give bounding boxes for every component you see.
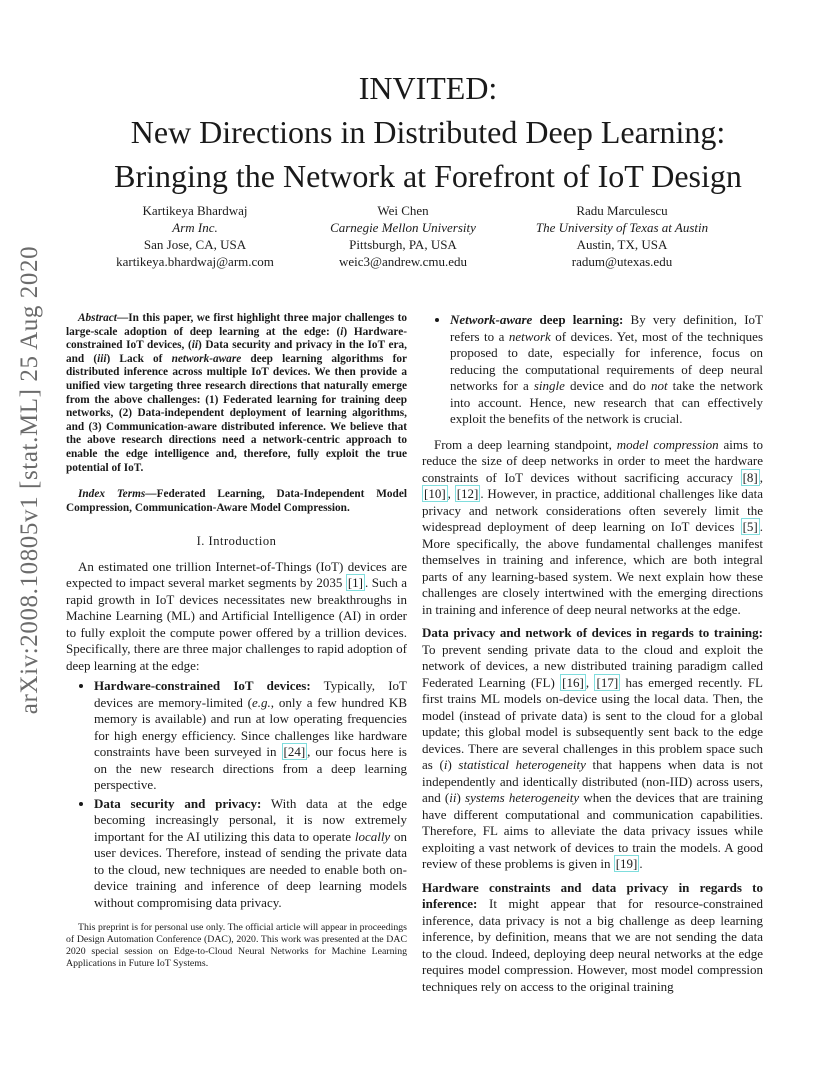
- author-2: [283, 202, 523, 270]
- citation-link[interactable]: [16]: [562, 674, 584, 690]
- right-column: [422, 312, 763, 995]
- list-item: • Hardware-constrained IoT devices: Typically, IoT devices are memory-limited (e.g., only a few hundred KB memory is available) and run at low operating frequencies for high energy efficiency. Since challenges like hardware constraints have been surveyed in [24] , our focus here is on the new research directions from a deep learning perspective.: [94, 678, 407, 794]
- author-affiliation: Arm Inc.: [172, 220, 218, 235]
- section-heading-introduction: I. Introduction: [196, 534, 277, 549]
- author-3: [502, 202, 742, 270]
- author-location: San Jose, CA, USA: [143, 237, 247, 252]
- paper-title: [60, 66, 796, 198]
- footnote: This preprint is for personal use only. The official article will appear in proceedings of Design Automation Conference (DAC), 2020. This work was presented at the DAC 2020 special session on Edge-to-Cloud Neural Networks for Machine Learning Applications in Future IoT Systems.: [66, 922, 407, 969]
- citation-link[interactable]: [1]: [347, 575, 363, 591]
- citation-link[interactable]: [24]: [283, 744, 306, 760]
- citation-link[interactable]: [19]: [615, 856, 638, 871]
- list-item: • Data security and privacy: With data at the edge becoming increasingly personal, it is now extremely important for the AI utilizing this data to operate locally on user devices. Therefore, instead of sending the private data to the cloud, new techniques are needed to enable both on-device training and inference of deep learning models without compromising data privacy.: [94, 796, 407, 912]
- citation-link[interactable]: [10]: [424, 486, 446, 501]
- author-location: Pittsburgh, PA, USA: [349, 237, 457, 252]
- author-name: Wei Chen: [377, 203, 429, 218]
- title-line-3: Bringing the Network at Forefront of IoT Design: [114, 158, 742, 194]
- paragraph: Data privacy and network of devices in regards to training: To prevent sending private data to the cloud and exploit the network of devices, a new distributed training paradigm called Federated Learning (FL) [16] , [17] has emerged recently. FL first trains ML models on-device using the local data. Then, the model (instead of private data) is sent to the cloud for a global update; this global model is subsequently sent back to the edge devices. There are several challenges in this problem space such as (i) statistical heterogeneity that happens when data is not independently and identically distributed (non-IID) across users, and (ii) systems heterogeneity when the devices that are training have different computational and communication capabilities. Therefore, FL aims to alleviate the data privacy issues while exploiting a vast network of devices to train the models. A good review of these problems is given in [19] .: [422, 625, 763, 871]
- arxiv-stamp: [4, 245, 56, 715]
- abstract: Abstract—In this paper, we first highlight three major challenges to large-scale adoption of deep learning at the edge: (i) Hardware-constrained IoT devices, (ii) Data security and privacy in the IoT era, and (iii) Lack of network-aware deep learning algorithms for distributed inference across multiple IoT devices. We then provide a unified view targeting three research directions that naturally emerge from the above challenges: (1) Federated learning for training deep networks, (2) Data-independent deployment of learning algorithms, and (3) Communication-aware distributed inference. We believe that the above research directions need a network-centric approach to enable the edge intelligence and, therefore, fully exploit the true potential of IoT.: [66, 312, 407, 474]
- author-affiliation: Carnegie Mellon University: [330, 220, 476, 235]
- title-line-1: INVITED:: [358, 70, 498, 106]
- arxiv-id: arXiv:2008.10805v1 [stat.ML] 25 Aug 2020: [16, 245, 43, 715]
- citation-link[interactable]: [5]: [742, 519, 758, 534]
- paragraph: From a deep learning standpoint, model compression aims to reduce the size of deep networks in order to meet the hardware constraints of IoT devices without sacrificing accuracy [8] , [10] , [12] . However, in practice, additional challenges like data privacy and network considerations often severely limit the widespread deployment of deep learning on IoT devices [5] . More specifically, the above fundamental challenges manifest themselves in training and inference, which are both integral parts of any learning-based system. We next explain how these challenges are closely intertwined with the emerging directions in training and inference of deep neural networks at the edge.: [422, 436, 764, 617]
- index-terms: Index Terms—Federated Learning, Data-Independent Model Compression, Communication-Aware Model Compression.: [66, 488, 407, 514]
- author-email: radum@utexas.edu: [571, 254, 673, 269]
- citation-link[interactable]: [17]: [596, 674, 619, 690]
- author-name: Kartikeya Bhardwaj: [142, 203, 248, 218]
- challenge-list-continued: [422, 312, 763, 428]
- author-name: Radu Marculescu: [576, 203, 668, 218]
- intro-paragraph: An estimated one trillion Internet-of-Things (IoT) devices are expected to impact several market segments by 2035 [1] . Such a rapid growth in IoT devices necessitates new breakthroughs in Machine Learning (ML) and Artificial Intelligence (AI) in order to fully exploit the compute power offered by a trillion devices. Specifically, there are three major challenges to rapid adoption of deep learning at the edge:: [66, 558, 407, 673]
- challenge-list: [66, 678, 407, 911]
- citation-link[interactable]: [8]: [742, 469, 758, 485]
- citation-link[interactable]: [12]: [456, 486, 479, 501]
- title-line-2: New Directions in Distributed Deep Learning:: [130, 114, 726, 150]
- paragraph: Hardware constraints and data privacy in regards to inference: It might appear that for resource-constrained inference, data privacy is not a big challenge as deep learning inference, by definition, means that we are not sending the data to the cloud. Indeed, deploying deep neural networks at the edge requires model compression. However, most model compression techniques rely on access to the original training: [422, 879, 763, 994]
- author-email: kartikeya.bhardwaj@arm.com: [116, 254, 274, 269]
- left-column: [66, 312, 407, 913]
- author-location: Austin, TX, USA: [576, 237, 668, 252]
- author-1: [75, 202, 315, 270]
- author-affiliation: The University of Texas at Austin: [535, 220, 709, 235]
- list-item: • Network-aware deep learning: By very definition, IoT refers to a network of devices. Yet, most of the techniques proposed to date, especially for inference, focus on reducing the computational requirements of deep neural networks for a single device and do not take the network into account. Hence, new research that can effectively exploit the benefits of the network is crucial.: [450, 312, 763, 428]
- author-email: weic3@andrew.cmu.edu: [338, 254, 468, 269]
